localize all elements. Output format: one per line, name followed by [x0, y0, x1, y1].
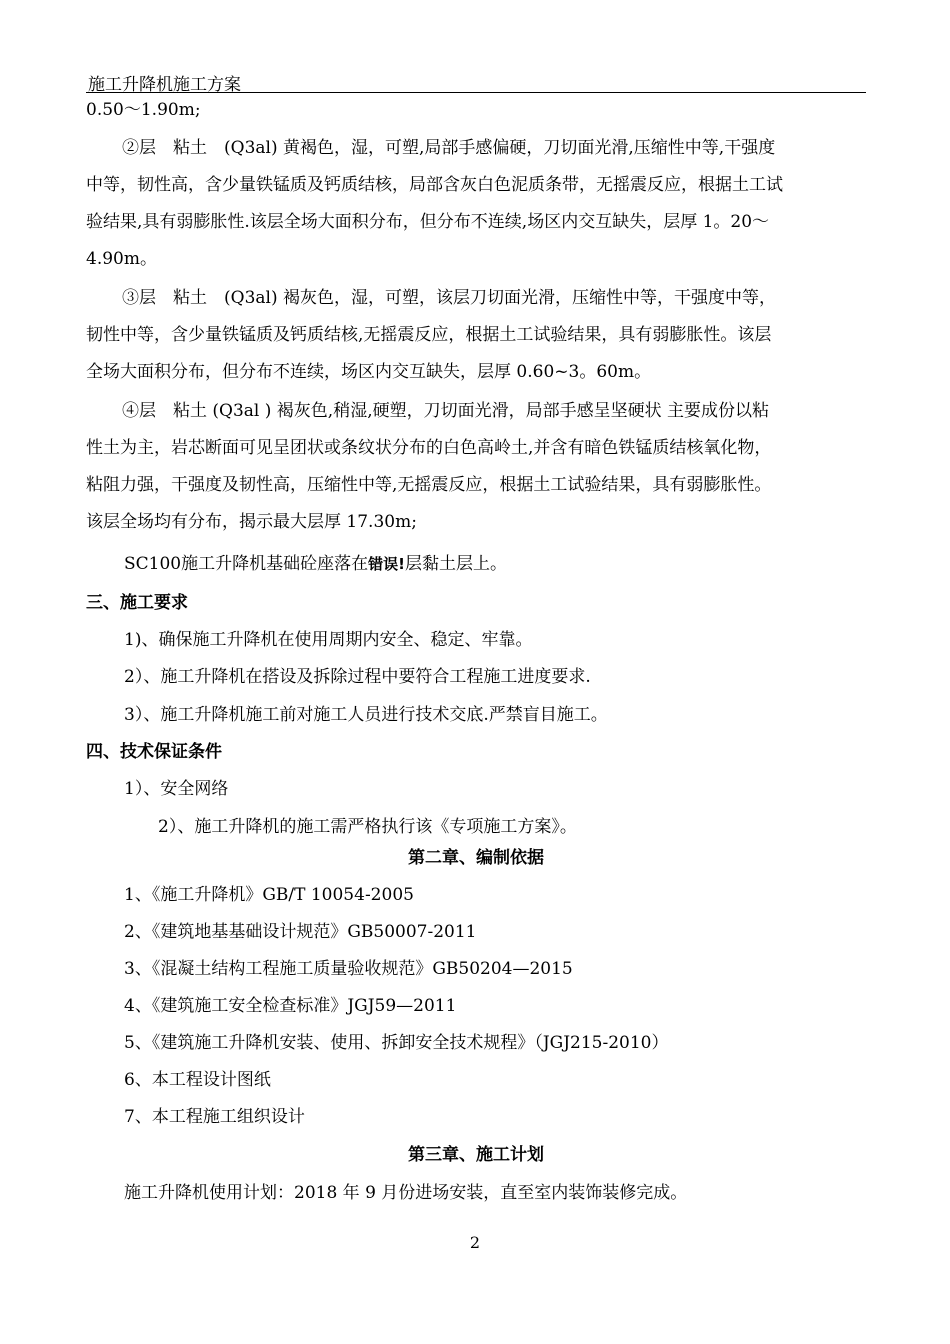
reference-item: 2、《建筑地基基础设计规范》GB50007-2011 — [124, 922, 477, 942]
section4-title: 四、技术保证条件 — [86, 742, 222, 762]
text-line: 中等，韧性高，含少量铁锰质及钙质结核，局部含灰白色泥质条带，无摇震反应，根据土工试 — [86, 175, 783, 195]
reference-item: 7、本工程施工组织设计 — [124, 1107, 305, 1127]
chapter3-text: 施工升降机使用计划：2018 年 9 月份进场安装，直至室内装饰装修完成。 — [124, 1183, 688, 1203]
section3-item: 3）、施工升降机施工前对施工人员进行技术交底.严禁盲目施工。 — [124, 705, 608, 725]
reference-item: 5、《建筑施工升降机安装、使用、拆卸安全技术规程》（JGJ215-2010） — [124, 1033, 669, 1053]
reference-error-text: 错误! — [368, 555, 405, 573]
layer3-paragraph — [86, 280, 866, 391]
section4-item: 1）、安全网络 — [124, 779, 229, 799]
reference-item: 1、《施工升降机》GB/T 10054-2005 — [124, 885, 414, 905]
reference-item: 3、《混凝土结构工程施工质量验收规范》GB50204—2015 — [124, 959, 573, 979]
text-line: 该层全场均有分布，揭示最大层厚 17.30m; — [86, 512, 417, 532]
soil-intro-line: 0.50～1.90m; — [86, 100, 201, 120]
foundation-line — [124, 552, 507, 576]
chapter3-title: 第三章、施工计划 — [408, 1145, 544, 1165]
foundation-text-pre: SC100施工升降机基础砼座落在 — [124, 554, 369, 574]
page-number: 2 — [469, 1233, 481, 1252]
section3-item: 1)、确保施工升降机在使用周期内安全、稳定、牢靠。 — [124, 630, 533, 650]
layer4-paragraph — [86, 393, 866, 541]
text-line: 验结果,具有弱膨胀性.该层全场大面积分布，但分布不连续,场区内交互缺失，层厚 1。20～ — [86, 212, 770, 232]
section3-item: 2）、施工升降机在搭设及拆除过程中要符合工程施工进度要求. — [124, 667, 591, 687]
text-line: ③层 粘土 (Q3al) 褐灰色，湿，可塑，该层刀切面光滑，压缩性中等，干强度中等， — [122, 288, 776, 308]
chapter2-title: 第二章、编制依据 — [408, 848, 544, 868]
header-divider — [86, 92, 866, 93]
text-line: 4.90m。 — [86, 249, 157, 269]
layer2-paragraph — [86, 130, 866, 278]
section4-item: 2）、施工升降机的施工需严格执行该《专项施工方案》。 — [158, 817, 577, 837]
text-line: ④层 粘土 (Q3al ) 褐灰色,稍湿,硬塑，刀切面光滑，局部手感呈坚硬状 主要成份以粘 — [122, 401, 770, 421]
foundation-text-post: 层黏土层上。 — [404, 554, 507, 574]
text-line: 韧性中等，含少量铁锰质及钙质结核,无摇震反应，根据土工试验结果，具有弱膨胀性。该层 — [86, 325, 772, 345]
reference-item: 6、本工程设计图纸 — [124, 1070, 271, 1090]
section3-title: 三、施工要求 — [86, 593, 188, 613]
text-line: 性土为主，岩芯断面可见呈团状或条纹状分布的白色高岭土,并含有暗色铁锰质结核氧化物， — [86, 438, 772, 458]
reference-item: 4、《建筑施工安全检查标准》JGJ59—2011 — [124, 996, 457, 1016]
text-line: 粘阻力强，干强度及韧性高，压缩性中等,无摇震反应，根据土工试验结果，具有弱膨胀性。 — [86, 475, 772, 495]
text-line: 全场大面积分布，但分布不连续，场区内交互缺失，层厚 0.60~3。60m。 — [86, 362, 652, 382]
text-line: ②层 粘土 (Q3al) 黄褐色，湿，可塑,局部手感偏硬，刀切面光滑,压缩性中等,干强度 — [122, 138, 776, 158]
header-title: 施工升降机施工方案 — [88, 75, 241, 95]
